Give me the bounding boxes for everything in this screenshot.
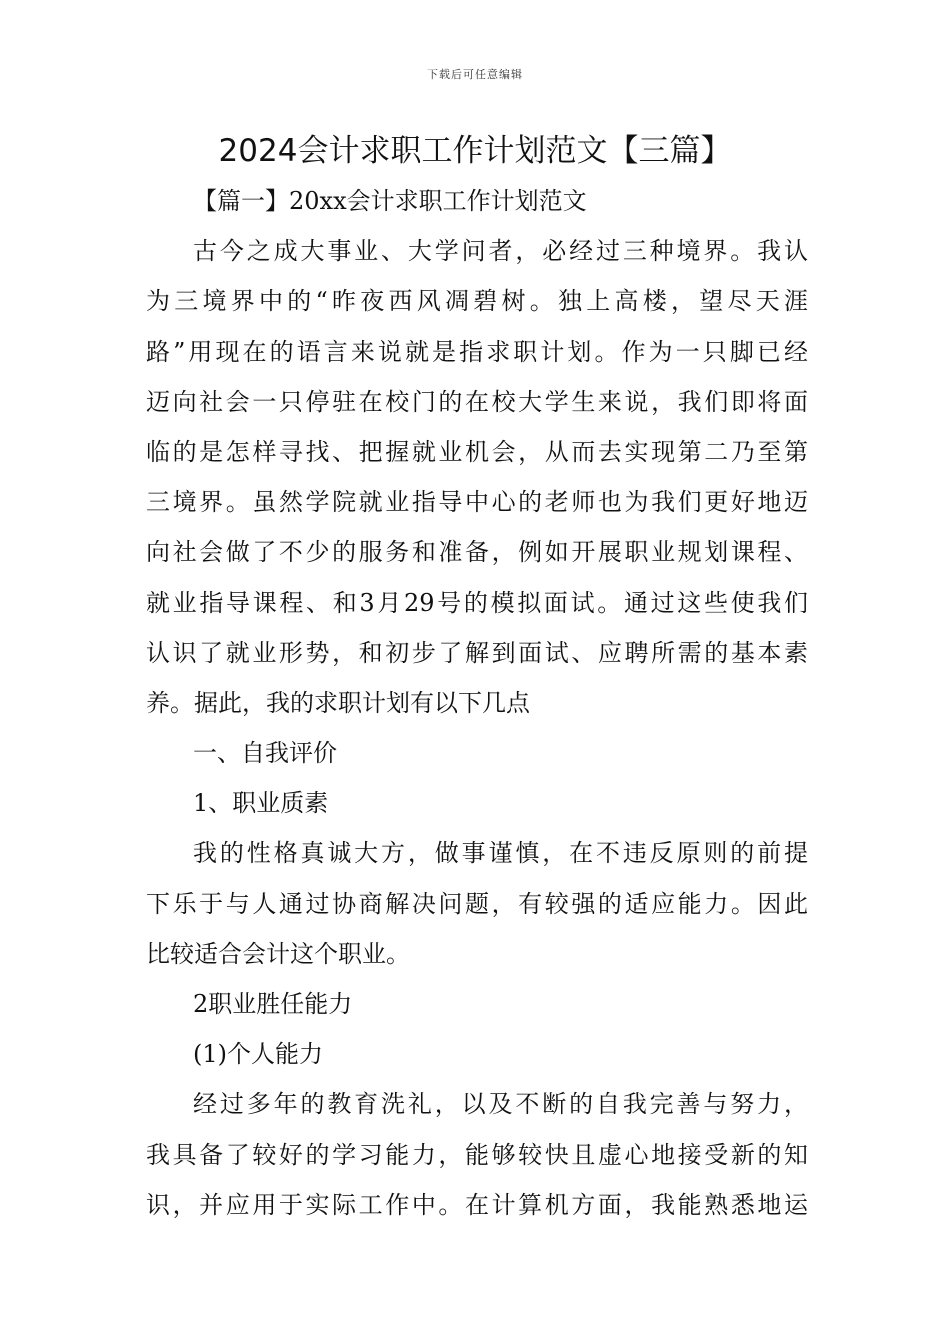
text-line: 识，并应用于实际工作中。在计算机方面，我能熟悉地运 [146, 1190, 808, 1219]
text-line: 我具备了较好的学习能力，能够较快且虚心地接受新的知 [146, 1140, 808, 1169]
text-line: 认识了就业形势，和初步了解到面试、应聘所需的基本素 [146, 638, 808, 667]
text-line: 养。据此，我的求职计划有以下几点 [146, 688, 530, 717]
text-line: 经过多年的教育洗礼，以及不断的自我完善与努力， [193, 1090, 808, 1119]
text-line: 为三境界中的“昨夜西风凋碧树。独上高楼，望尽天涯 [146, 287, 808, 316]
text-line: 向社会做了不少的服务和准备，例如开展职业规划课程、 [146, 538, 808, 567]
text-line: 三境界。虽然学院就业指导中心的老师也为我们更好地迈 [146, 488, 808, 517]
text-line: 比较适合会计这个职业。 [146, 939, 410, 968]
text-line: 2职业胜任能力 [193, 990, 353, 1018]
text-line: 我的性格真诚大方，做事谨慎，在不违反原则的前提 [193, 839, 808, 868]
text-line: 古今之成大事业、大学问者，必经过三种境界。我认 [193, 237, 808, 266]
document-body [146, 176, 808, 1230]
text-line: 一、自我评价 [193, 739, 337, 768]
page-title: 2024会计求职工作计划范文【三篇】 [218, 133, 732, 169]
text-line: 临的是怎样寻找、把握就业机会，从而去实现第二乃至第 [146, 437, 808, 466]
text-line: (1)个人能力 [193, 1040, 323, 1069]
text-line: 迈向社会一只停驻在校门的在校大学生来说，我们即将面 [146, 387, 808, 416]
header-note: 下载后可任意编辑 [427, 68, 523, 81]
text-line: 就业指导课程、和3月29号的模拟面试。通过这些使我们 [146, 588, 808, 617]
text-line: 下乐于与人通过协商解决问题，有较强的适应能力。因此 [146, 889, 808, 918]
text-line: 【篇一】20xx会计求职工作计划范文 [193, 187, 587, 215]
text-line: 路”用现在的语言来说就是指求职计划。作为一只脚已经 [146, 337, 808, 366]
text-line: 1、职业质素 [193, 789, 329, 818]
